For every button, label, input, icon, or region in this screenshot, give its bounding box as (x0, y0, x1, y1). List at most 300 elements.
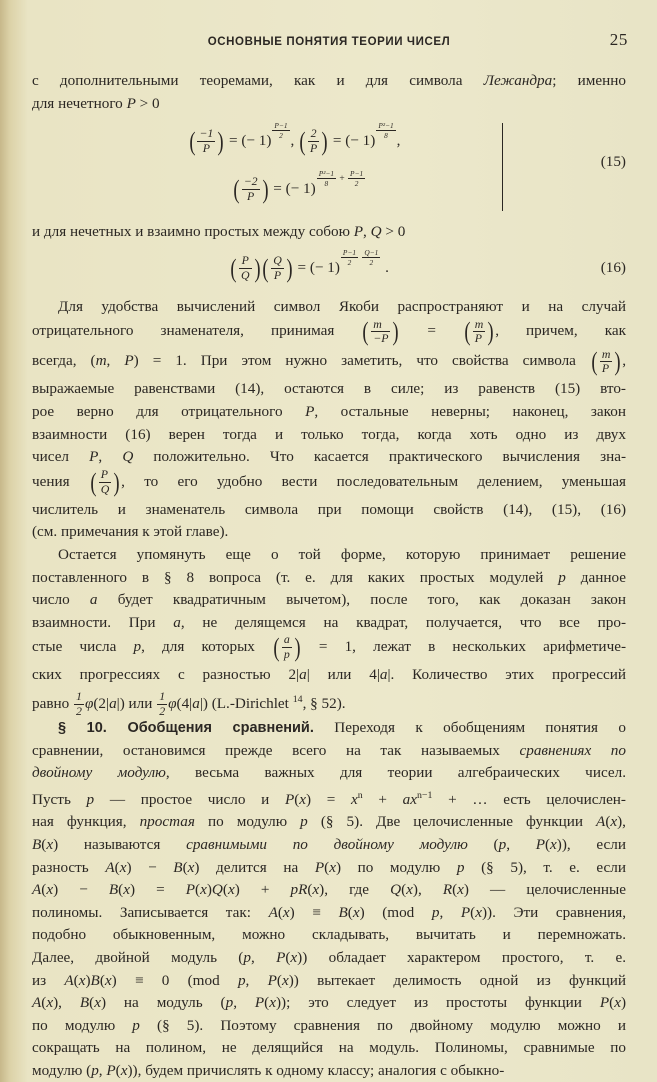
text-run: положительно. Что касается практического вычисления зна- (133, 448, 627, 466)
denominator: 2 (76, 703, 82, 718)
text-line (32, 93, 626, 116)
text-run: ) — целочисленные (463, 881, 626, 899)
italic-run: x (104, 971, 112, 989)
text-run: = (− 1) (293, 258, 340, 276)
italic-run: P (106, 1061, 116, 1079)
fraction (272, 122, 289, 140)
fraction (362, 249, 380, 267)
numerator: P²−1 (318, 168, 335, 178)
text-run: сокращать на полином, не делящийся на модуль. Полиномы, сравнимые по (32, 1039, 626, 1057)
text-run: чения (32, 472, 89, 490)
text-run: ) на модуль ( (100, 994, 226, 1012)
italic-run: A (32, 881, 42, 899)
italic-run: B (79, 994, 90, 1012)
text-run: , весьма важных для теории алгебраических чисел. (165, 764, 626, 782)
italic-run: R (442, 881, 453, 899)
italic-run: x (299, 790, 307, 808)
text-run: (§ 5). Две целочисленные функции (307, 813, 597, 831)
text-run: )). Эти сравнения, (481, 903, 626, 921)
italic-run: p (132, 1016, 140, 1034)
text-line (32, 446, 626, 469)
italic-run: x (614, 994, 621, 1012)
text-run: выражаемые равенствами (14), остаются в силе; из равенств (15) вто- (32, 380, 626, 398)
right-paren: ) (217, 126, 224, 157)
italic-run: P (599, 994, 610, 1012)
text-run: )), если (556, 835, 626, 853)
numerator: m (601, 346, 611, 361)
text-run: ( (222, 881, 228, 899)
text-run: ских прогрессиях с разностью 2| (32, 666, 300, 684)
exponent (340, 249, 381, 267)
text-run: , (439, 903, 461, 921)
left-paren: ( (262, 252, 269, 283)
text-line (32, 687, 626, 717)
text-line (32, 834, 626, 857)
fraction (317, 170, 336, 188)
text-run: , (98, 1061, 107, 1079)
italic-run: сравнениях по (519, 741, 626, 759)
italic-run: Q (211, 881, 223, 899)
text-run: . (381, 258, 389, 276)
denominator: 8 (376, 130, 395, 139)
text-run: ) по модулю (335, 858, 457, 876)
italic-run: P (126, 94, 136, 112)
text-line (32, 318, 626, 348)
italic-run: p (133, 638, 142, 656)
equation-row (32, 165, 626, 213)
text-line (32, 1060, 626, 1082)
numerator: −1 (199, 126, 214, 141)
intro-paragraph (32, 70, 626, 115)
text-run: с дополнительными теоремами, как и для символа (32, 72, 484, 89)
superscript: n (357, 789, 363, 801)
fraction (341, 249, 358, 267)
text-run: поставленного в § 8 вопроса (т. е. для каких простых модулей (32, 568, 559, 586)
left-paren: ( (362, 316, 369, 347)
text-line (32, 589, 626, 612)
left-paren: ( (273, 632, 280, 663)
text-run: , (622, 352, 627, 370)
numerator: P−1 (342, 247, 357, 257)
text-run: равно (32, 694, 74, 712)
text-run: взаимности (16) верен тогда и только тогда, когда хоть одно из двух (32, 425, 626, 443)
text-run: , не делящемся на квадрат, получается, что все про- (180, 613, 627, 631)
exponent (271, 122, 290, 140)
italic-run: m (95, 352, 107, 370)
text-run: ( (285, 948, 291, 966)
italic-run: B (90, 971, 100, 989)
text-line (32, 947, 626, 970)
text-line (32, 521, 626, 544)
text-line (32, 612, 626, 635)
text-run: , (396, 132, 401, 150)
text-run: ( (41, 994, 47, 1012)
italic-run: x (227, 881, 235, 899)
italic-run: a (89, 591, 98, 609)
text-run: , остальные неверны; наконец, закон (314, 402, 626, 420)
italic-run: x (119, 858, 127, 876)
fraction (308, 128, 319, 155)
text-run: ) (85, 971, 91, 989)
running-header (32, 30, 626, 56)
equation-brace (502, 123, 503, 211)
italic-run: p (225, 994, 234, 1012)
text-run: по модулю (32, 1016, 133, 1034)
text-run: (2| (93, 694, 110, 712)
italic-run: φ (84, 694, 94, 712)
text-run: ) делится на (194, 858, 315, 876)
text-line (32, 924, 626, 947)
italic-run: x (46, 835, 54, 853)
denominator: p (283, 647, 290, 662)
text-line (32, 902, 626, 925)
text-run: , (250, 948, 277, 966)
numerator: m (474, 316, 484, 331)
text-run: ная функция, (32, 813, 140, 831)
text-run: ) (620, 994, 626, 1012)
text-run: , то его удобно вести последовательным делением, уменьшая (121, 472, 626, 490)
text-run: + (362, 790, 403, 808)
italic-run: A (105, 858, 115, 876)
text-line (32, 879, 626, 902)
equation-row (32, 117, 626, 165)
text-run: > 0 (135, 94, 160, 112)
text-run: ) = (129, 881, 186, 899)
left-paren: ( (188, 126, 196, 157)
fraction (371, 316, 390, 346)
text-run: , (363, 223, 371, 241)
text-run: , (506, 835, 536, 853)
text-run: (см. примечания к этой главе). (32, 523, 229, 541)
equation-label: (15) (600, 153, 626, 171)
text-line (32, 544, 626, 567)
text-run: рое верно для отрицательного (32, 402, 306, 420)
italic-run: p (91, 1061, 99, 1079)
italic-run: ax (402, 790, 417, 808)
text-line (32, 378, 626, 401)
exponent-operator (359, 253, 361, 263)
text-run: = (− 1) (225, 132, 272, 150)
numerator: P (241, 252, 249, 267)
text-line (32, 664, 626, 687)
text-run: и для нечетных и взаимно простых между собою (32, 223, 354, 241)
fraction (600, 346, 613, 376)
text-line (32, 70, 626, 93)
italic-run: p (456, 858, 465, 876)
italic-run: A (32, 994, 42, 1012)
italic-run: x (329, 858, 336, 876)
text-run: Для удобства вычислений символ Якоби распространяют и на случай (58, 297, 626, 315)
denominator: P (271, 268, 284, 282)
numerator: P−1 (350, 168, 364, 178)
denominator: 2 (272, 130, 289, 139)
text-run: ) ≡ (289, 903, 339, 921)
text-run: ) называются (53, 835, 187, 853)
right-paren: ) (286, 252, 293, 283)
text-run: из (32, 971, 65, 989)
denominator: P (600, 361, 613, 375)
text-run: Далее, двойной модуль ( (32, 948, 244, 966)
denominator: 2 (348, 178, 365, 187)
left-paren: ( (90, 466, 97, 497)
equation-16 (32, 244, 626, 292)
italic-run: a (299, 666, 307, 684)
text-run: ), где (319, 881, 391, 899)
italic-run: A (268, 903, 278, 921)
exponent (375, 122, 396, 140)
right-paren: ) (392, 316, 399, 347)
italic-run: P (185, 881, 196, 899)
text-run: ), (412, 881, 443, 899)
paragraph-jacobi-symbol (32, 296, 626, 544)
italic-run: x (351, 790, 358, 808)
italic-run: x (46, 881, 54, 899)
text-line (32, 785, 626, 812)
text-run: (§ 5). Поэтому сравнения по двойному модулю можно и (139, 1016, 626, 1034)
italic-run: p (237, 971, 246, 989)
text-run: ( (41, 835, 47, 853)
fraction (239, 252, 252, 282)
fraction (473, 316, 486, 346)
numerator: 1 (76, 689, 82, 704)
text-run: , (245, 971, 268, 989)
text-run: ( (195, 881, 201, 899)
italic-run: a (109, 694, 117, 712)
text-line (32, 717, 626, 740)
equation-row (32, 244, 626, 292)
numerator: P−1 (274, 120, 288, 130)
italic-run: x (46, 994, 54, 1012)
text-run: ( (401, 881, 407, 899)
italic-run: P (353, 223, 364, 241)
text-run: ( (276, 971, 282, 989)
text-line (32, 1037, 626, 1060)
text-run: — простое число и (94, 790, 285, 808)
left-paren: ( (299, 126, 306, 157)
italic-run: x (610, 813, 618, 831)
text-line (32, 740, 626, 763)
exponent (316, 170, 366, 188)
text-run: разность (32, 858, 106, 876)
page-body (32, 70, 626, 1082)
text-run: )) вытекает делимость одной из функций (288, 971, 626, 989)
text-run: |) или (116, 694, 157, 712)
italic-run: x (475, 903, 482, 921)
italic-run: x (550, 835, 557, 853)
text-run: > 0 (381, 223, 406, 241)
italic-run: a (379, 666, 388, 684)
text-run: ( (470, 903, 476, 921)
italic-run: x (352, 903, 360, 921)
text-run: , для которых (141, 638, 273, 656)
denominator: P (197, 141, 215, 155)
text-line (32, 992, 626, 1015)
equation-label: (16) (600, 258, 626, 276)
italic-run: x (200, 881, 207, 899)
fraction (157, 691, 167, 718)
fraction (348, 170, 365, 188)
italic-run: B (173, 858, 183, 876)
text-run: ( (73, 971, 79, 989)
numerator: −2 (243, 174, 258, 189)
text-line (32, 424, 626, 447)
text-run: , причем, как (495, 322, 626, 340)
text-run: (§ 5), т. е. если (464, 858, 627, 876)
text-run: ( (99, 971, 105, 989)
text-run: всегда, ( (32, 352, 96, 370)
text-line (32, 567, 626, 590)
text-run: ), (617, 813, 626, 831)
text-run: (4| (176, 694, 193, 712)
italic-run: B (32, 835, 42, 853)
text-run: ) − (126, 858, 174, 876)
fraction (197, 128, 215, 155)
italic-run: сравнимыми по двойному модулю (186, 835, 468, 853)
text-run: , (233, 994, 255, 1012)
text-run: |) (L.-Dirichlet (199, 694, 293, 712)
chapter-title: ОСНОВНЫЕ ПОНЯТИЯ ТЕОРИИ ЧИСЕЛ (207, 36, 451, 48)
text-run: |. Количество этих прогрессий (387, 666, 626, 684)
text-run: ( (277, 903, 283, 921)
italic-run: P (89, 448, 99, 466)
text-run: Переходя к обобщениям понятия о (313, 718, 626, 736)
left-paren: ( (230, 252, 237, 283)
text-run: )), будем причислять к одному классу; аналогия с обыкно- (127, 1061, 505, 1079)
text-run: будет квадратичным вычетом), после того, как доказан закон (97, 591, 626, 609)
page-number: 25 (609, 30, 628, 49)
text-run: ( (605, 813, 611, 831)
denominator: 8 (317, 178, 336, 187)
right-paren: ) (261, 174, 269, 205)
italic-run: p (498, 835, 507, 853)
text-run: подобно обыкновенным, можно складывать, вычитать и перемножать. (32, 926, 626, 944)
paragraph-section-10 (32, 717, 626, 1082)
italic-run: P (305, 402, 315, 420)
italic-run: Q (370, 223, 382, 241)
italic-run: a (173, 613, 181, 631)
italic-run: p (300, 813, 308, 831)
numerator: P (100, 466, 108, 481)
text-run: ( (324, 858, 330, 876)
text-run: )) обладает характером простого, т. е. (297, 948, 627, 966)
numerator: 2 (310, 126, 317, 141)
italic-run: двойному модулю (32, 764, 166, 782)
text-run: сравнении, остановимся прежде всего на так называемых (32, 741, 520, 759)
text-run: ( (182, 858, 188, 876)
denominator: P (242, 189, 260, 203)
italic-run: x (282, 903, 290, 921)
left-paren: ( (591, 346, 598, 377)
italic-run: x (78, 971, 86, 989)
text-run: , § 52). (302, 694, 346, 712)
text-run: отрицательного знаменателя, принимая (32, 322, 362, 340)
fraction (99, 466, 112, 496)
italic-run: x (187, 858, 195, 876)
numerator: 1 (159, 689, 166, 704)
italic-run: x (290, 948, 298, 966)
text-run: ( (115, 1061, 121, 1079)
text-run: ( (294, 790, 300, 808)
right-paren: ) (113, 466, 120, 497)
text-run: | или 4| (306, 666, 380, 684)
denominator: P (473, 331, 486, 345)
italic-run: p (243, 948, 251, 966)
text-run: чисел (32, 448, 90, 466)
italic-run: p (86, 790, 95, 808)
text-line (32, 401, 626, 424)
text-run: ( (609, 994, 615, 1012)
text-run: ( (114, 858, 120, 876)
numerator: m (373, 316, 382, 331)
text-run: ( (467, 835, 499, 853)
text-run: ( (89, 994, 95, 1012)
italic-run: P (276, 948, 286, 966)
left-paren: ( (233, 174, 240, 205)
denominator: −P (373, 331, 389, 346)
italic-run: простая (139, 813, 195, 831)
right-paren: ) (253, 252, 261, 283)
text-run: ( (544, 835, 551, 853)
text-run: ) (206, 881, 212, 899)
text-run: ) − (53, 881, 109, 899)
italic-run: x (269, 994, 276, 1012)
text-run: , (106, 352, 125, 370)
text-run: числитель и знаменатель символа при помощи свойств (14), (15), (16) (32, 500, 626, 518)
book-page (32, 30, 626, 1082)
italic-run: P (254, 994, 265, 1012)
text-run: ) (mod (359, 903, 432, 921)
italic-run: a (192, 694, 200, 712)
text-run: стые числа (32, 638, 134, 656)
italic-run: p (431, 903, 440, 921)
numerator: a (283, 632, 290, 647)
text-run: Пусть (32, 790, 87, 808)
italic-run: P (535, 835, 545, 853)
text-run: для нечетного (32, 94, 127, 112)
text-line (32, 811, 626, 834)
italic-run: A (596, 813, 606, 831)
text-run: = 1, лежат в нескольких арифметиче- (301, 638, 626, 656)
text-run: ) ≡ 0 (mod (111, 971, 238, 989)
text-run: , (290, 132, 299, 150)
italic-run: B (108, 881, 119, 899)
text-line (32, 970, 626, 993)
italic-run: x (281, 971, 289, 989)
denominator: 2 (341, 257, 358, 266)
numerator: Q (273, 252, 282, 267)
italic-run: A (64, 971, 74, 989)
right-paren: ) (294, 632, 301, 663)
text-run: взаимности. При (32, 613, 174, 631)
text-run: = (400, 322, 463, 340)
italic-run: φ (168, 694, 177, 712)
italic-run: x (457, 881, 464, 899)
text-run: модулю ( (32, 1061, 92, 1079)
text-run: + … есть целочислен- (432, 790, 626, 808)
right-paren: ) (487, 316, 494, 347)
italic-run: Q (390, 881, 402, 899)
text-run: число (32, 591, 90, 609)
text-run: ), (53, 994, 80, 1012)
fraction (242, 176, 260, 203)
text-run: полиномы. Записывается так: (32, 903, 269, 921)
text-run: ; именно (552, 72, 626, 89)
fraction (376, 122, 395, 140)
italic-run: x (123, 881, 130, 899)
italic-run: x (94, 994, 101, 1012)
text-run: ) = (306, 790, 352, 808)
italic-run: P (460, 903, 471, 921)
